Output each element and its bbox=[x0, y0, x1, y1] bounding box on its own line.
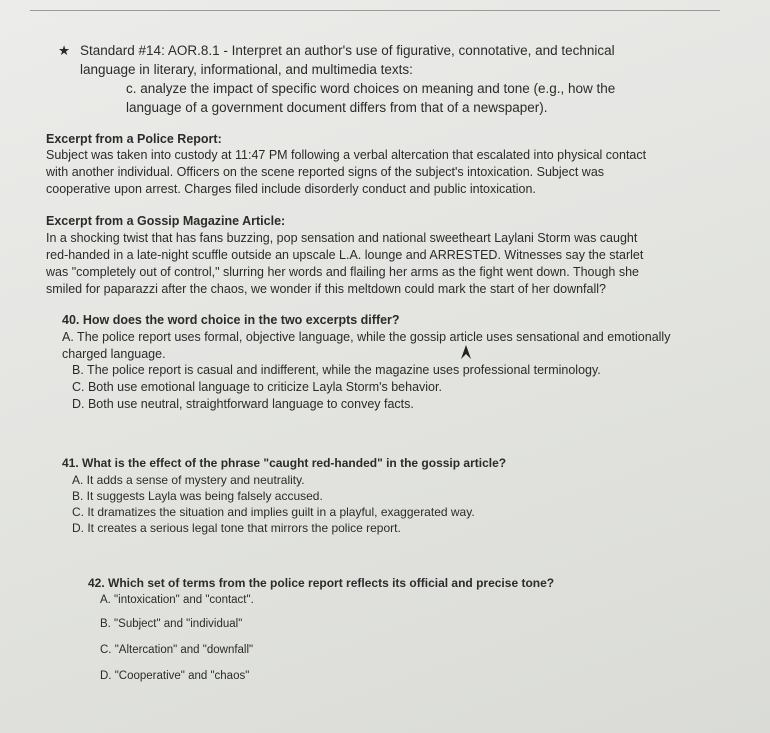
gossip-line: In a shocking twist that has fans buzzing, pop sensation and national sweetheart Laylani Storm was caught bbox=[46, 231, 638, 245]
star-icon: ★ bbox=[58, 43, 71, 58]
standard-line-1: Standard #14: AOR.8.1 - Interpret an author's use of figurative, connotative, and technical bbox=[80, 43, 615, 58]
gossip-line: smiled for paparazzi after the chaos, we wonder if this meltdown could mark the start of her downfall? bbox=[46, 282, 606, 296]
standard-line-3: c. analyze the impact of specific word choices on meaning and tone (e.g., how the bbox=[126, 81, 616, 96]
q40-option-b: B. The police report is casual and indifferent, while the magazine uses professional terminology. bbox=[72, 363, 601, 377]
q40-option-c: C. Both use emotional language to criticize Layla Storm's behavior. bbox=[72, 380, 442, 394]
q41-option-a: A. It adds a sense of mystery and neutrality. bbox=[72, 473, 305, 487]
gossip-line: red-handed in a late-night scuffle outside an upscale L.A. lounge and ARRESTED. Witnesses say the starlet bbox=[46, 248, 644, 262]
police-line: with another individual. Officers on the scene reported signs of the subject's intoxication. Subject was bbox=[46, 165, 605, 179]
q41-option-d: D. It creates a serious legal tone that mirrors the police report. bbox=[72, 521, 401, 535]
police-heading: Excerpt from a Police Report: bbox=[46, 132, 222, 146]
q42-option-d: D. "Cooperative" and "chaos" bbox=[100, 670, 250, 682]
gossip-heading: Excerpt from a Gossip Magazine Article: bbox=[46, 214, 286, 228]
question-41: 41. What is the effect of the phrase "caught red-handed" in the gossip article? bbox=[62, 456, 507, 470]
question-40: 40. How does the word choice in the two excerpts differ? bbox=[62, 313, 400, 327]
q41-option-b: B. It suggests Layla was being falsely accused. bbox=[72, 489, 323, 503]
police-line: Subject was taken into custody at 11:47 PM following a verbal altercation that escalated into physical contact bbox=[46, 148, 647, 162]
q42-option-a: A. "intoxication" and "contact". bbox=[100, 594, 254, 606]
top-rule bbox=[30, 10, 720, 11]
question-42: 42. Which set of terms from the police report reflects its official and precise tone? bbox=[88, 576, 555, 590]
standard-line-2: language in literary, informational, and multimedia texts: bbox=[80, 62, 413, 77]
gossip-line: was "completely out of control," slurring her words and flailing her arms as the fight went down. Though she bbox=[46, 265, 639, 279]
standard-line-4: language of a government document differs from that of a newspaper). bbox=[126, 100, 548, 115]
police-line: cooperative upon arrest. Charges filed include disorderly conduct and public intoxication. bbox=[46, 182, 536, 196]
q42-option-c: C. "Altercation" and "downfall" bbox=[100, 644, 254, 656]
q41-option-c: C. It dramatizes the situation and implies guilt in a playful, exaggerated way. bbox=[72, 505, 475, 519]
q40-option-a-cont: charged language. bbox=[62, 347, 166, 361]
q40-option-d: D. Both use neutral, straightforward language to convey facts. bbox=[72, 397, 414, 411]
q42-option-b: B. "Subject" and "individual" bbox=[100, 618, 243, 630]
q40-option-a: A. The police report uses formal, objective language, while the gossip article uses sensational and emotionally bbox=[62, 330, 671, 344]
mouse-cursor-icon bbox=[459, 344, 473, 360]
